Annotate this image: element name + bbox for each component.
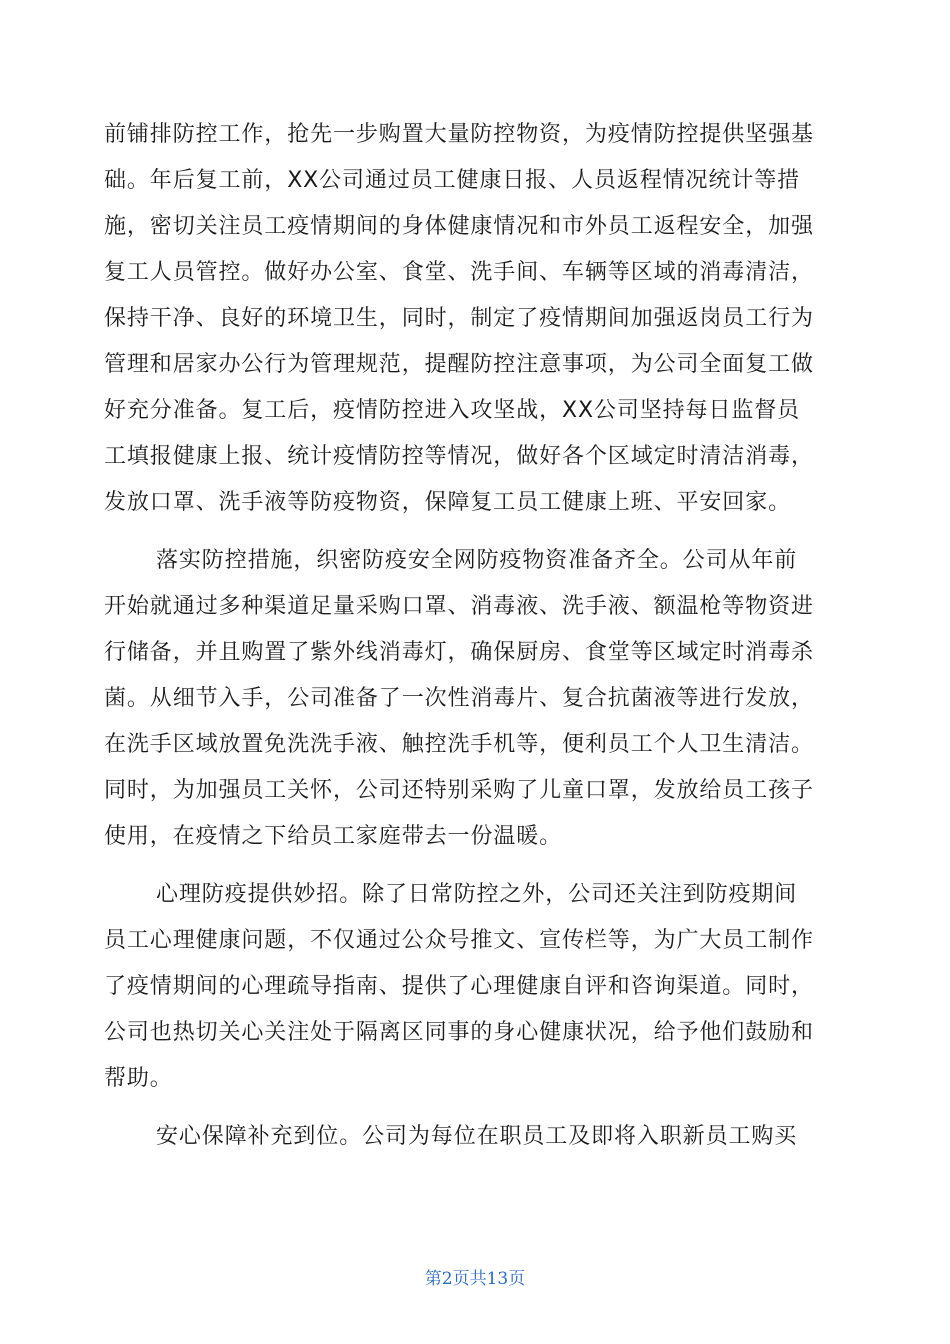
- text-line: 行储备，并且购置了紫外线消毒灯，确保厨房、食堂等区域定时消毒杀: [104, 640, 814, 665]
- document-body: [104, 112, 844, 1160]
- paragraph: [104, 538, 844, 860]
- text-line: 开始就通过多种渠道足量采购口罩、消毒液、洗手液、额温枪等物资进: [104, 594, 814, 619]
- text-line: 发放口罩、洗手液等防疫物资，保障复工员工健康上班、平安回家。: [104, 490, 792, 515]
- paragraph: [104, 112, 844, 526]
- text-line: 好充分准备。复工后，疫情防控进入攻坚战，XX公司坚持每日监督员: [104, 398, 801, 423]
- text-line: 施，密切关注员工疫情期间的身体健康情况和市外员工返程安全，加强: [104, 214, 814, 239]
- text-line: 公司也热切关心关注处于隔离区同事的身心健康状况，给予他们鼓励和: [104, 1020, 814, 1045]
- text-line: 同时，为加强员工关怀，公司还特别采购了儿童口罩，发放给员工孩子: [104, 778, 814, 803]
- text-line: 复工人员管控。做好办公室、食堂、洗手间、车辆等区域的消毒清洁，: [104, 260, 814, 285]
- text-line: 安心保障补充到位。公司为每位在职员工及即将入职新员工购买: [156, 1124, 798, 1149]
- text-line: 落实防控措施，织密防疫安全网防疫物资准备齐全。公司从年前: [156, 548, 798, 573]
- text-line: 前铺排防控工作，抢先一步购置大量防控物资，为疫情防控提供坚强基: [104, 122, 814, 147]
- page-number-footer: 第2页共13页: [424, 1269, 526, 1289]
- paragraph: [104, 872, 844, 1102]
- text-line: 保持干净、良好的环境卫生，同时，制定了疫情期间加强返岗员工行为: [104, 306, 814, 331]
- text-line: 心理防疫提供妙招。除了日常防控之外，公司还关注到防疫期间: [156, 882, 798, 907]
- text-line: 菌。从细节入手，公司准备了一次性消毒片、复合抗菌液等进行发放，: [104, 686, 814, 711]
- text-line: 工填报健康上报、统计疫情防控等情况，做好各个区域定时清洁消毒，: [104, 444, 814, 469]
- text-line: 帮助。: [104, 1066, 173, 1091]
- text-line: 在洗手区域放置免洗洗手液、触控洗手机等，便利员工个人卫生清洁。: [104, 732, 814, 757]
- text-line: 员工心理健康问题，不仅通过公众号推文、宣传栏等，为广大员工制作: [104, 928, 814, 953]
- text-line: 础。年后复工前，XX公司通过员工健康日报、人员返程情况统计等措: [104, 168, 801, 193]
- text-line: 管理和居家办公行为管理规范，提醒防控注意事项，为公司全面复工做: [104, 352, 814, 377]
- paragraph: [104, 1114, 844, 1160]
- text-line: 使用，在疫情之下给员工家庭带去一份温暖。: [104, 824, 563, 849]
- text-line: 了疫情期间的心理疏导指南、提供了心理健康自评和咨询渠道。同时，: [104, 974, 814, 999]
